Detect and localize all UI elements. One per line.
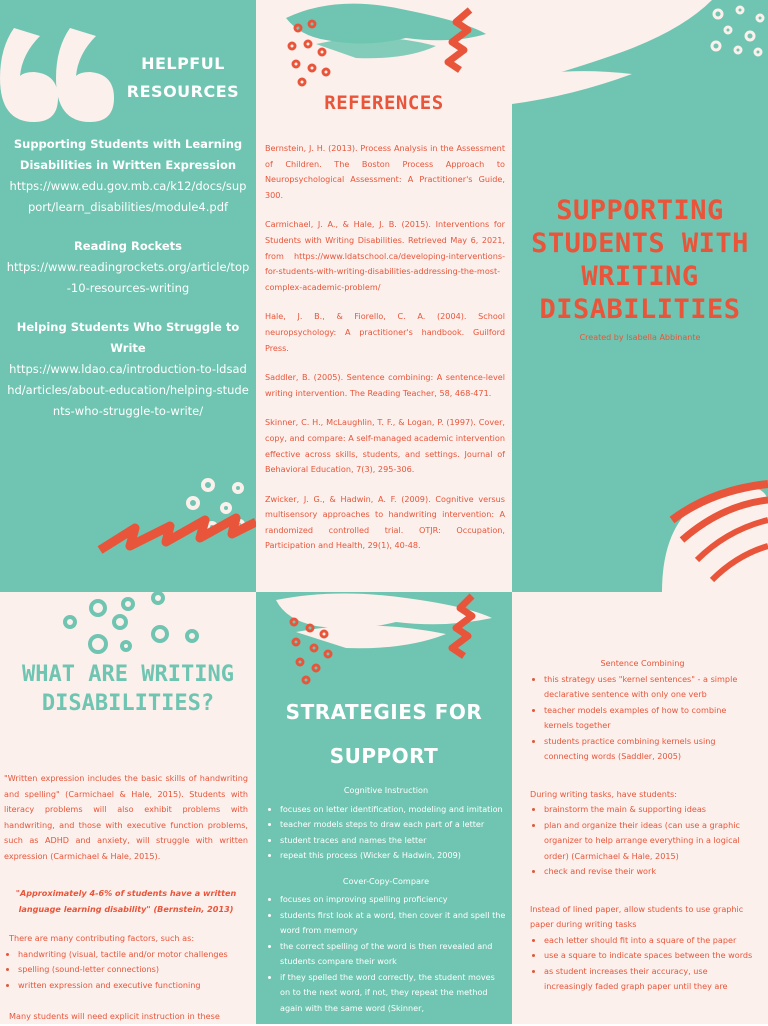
cover-copy-compare-heading: Cover-Copy-Compare xyxy=(342,875,430,886)
list-item: • use a square to indicate spaces between the words xyxy=(544,948,755,964)
reference-item: Bernstein, J. H. (2013). Process Analysis in the Assessment of Children. The Boston Process Approach to Neuropsychological Assessment: A Practitioner's Guide, 300. xyxy=(265,143,505,200)
list-item: • each letter should fit into a square of the paper xyxy=(544,933,755,949)
reference-item: Zwicker, J. G., & Hadwin, A. F. (2009). Cognitive versus multisensory approaches to handwriting intervention: A randomized controlled trial. OTJR: Occupation, Participation and Health, 29(1), 40-48. xyxy=(265,493,505,551)
resource-link[interactable]: https://www.edu.gov.mb.ca/k12/docs/support/learn_disabilities/module4.pdf xyxy=(9,179,247,214)
references-list xyxy=(265,141,505,568)
cover-title xyxy=(520,194,760,326)
resource-link[interactable]: https://www.ldao.ca/introduction-to-ldsadhd/articles/about-education/helping-students-who-struggle-to-write/ xyxy=(7,362,249,418)
resource-link[interactable]: https://www.readingrockets.org/article/top-10-resources-writing xyxy=(6,260,250,295)
reference-item: Carmichael, J. A., & Hale, J. B. (2015). Interventions for Students with Writing Disabilities. Retrieved May 6, 2021, from https://www.ldatschool.ca/developing-interventions-for-students-with-writing-disabilities-addressing-the-most-complex-academic-problem/ xyxy=(265,219,505,292)
what-more-text: Many students will need explicit instruction in these xyxy=(9,1011,220,1021)
list-item: • focuses on improving spelling proficiency xyxy=(280,892,506,908)
helpful-resources-panel xyxy=(0,0,256,592)
list-item: • brainstorm the main & supporting ideas xyxy=(544,802,755,818)
list-item: • the correct spelling of the word is then revealed and students compare their work xyxy=(280,939,506,970)
what-title-line1: WHAT ARE WRITING xyxy=(22,662,234,687)
cover-title-line: STUDENTS WITH xyxy=(531,228,749,259)
sentence-combining-list xyxy=(530,672,755,765)
reference-item: Hale, J. B., & Fiorello, C. A. (2004). School neuropsychology: A practitioner's handbook. Guilford Press. xyxy=(265,311,505,353)
list-item: • spelling (sound-letter connections) xyxy=(18,962,248,978)
resources-title-line2: RESOURCES xyxy=(126,82,240,101)
list-item: • this strategy uses "kernel sentences" - a simple declarative sentence with only one verb xyxy=(544,672,755,703)
list-item: • students first look at a word, then cover it and spell the word from memory xyxy=(280,908,506,939)
strategies-title-line1: STRATEGIES FOR xyxy=(285,700,483,724)
cover-copy-compare-list xyxy=(266,892,506,1016)
list-item: • student traces and names the letter xyxy=(280,833,506,849)
sentence-combining-heading: Sentence Combining xyxy=(600,658,685,668)
resources-list xyxy=(6,134,250,440)
resource-name: Helping Students Who Struggle to Write xyxy=(16,320,240,355)
statistic-quote: "Approximately 4-6% of students have a written language learning disability" (Bernstein, 2013) xyxy=(15,888,237,914)
reference-item: Skinner, C. H., McLaughlin, T. F., & Logan, P. (1997). Cover, copy, and compare: A self-managed academic intervention effective across skills, students, and settings. Journal of Behavioral Education, 7(3), 295-306. xyxy=(265,417,505,475)
list-item: • plan and organize their ideas (can use a graphic organizer to help arrange everything in a logical order) (Carmichael & Hale, 2015) xyxy=(544,818,755,865)
more-strategies-body xyxy=(530,656,755,1009)
cover-title-line: SUPPORTING xyxy=(556,195,724,226)
what-title xyxy=(4,660,252,718)
list-item: • check and revise their work xyxy=(544,864,755,880)
list-item: • teacher models steps to draw each part of a letter xyxy=(280,817,506,833)
list-item: • repeat this process (Wicker & Hadwin, 2009) xyxy=(280,848,506,864)
resource-name: Supporting Students with Learning Disabilities in Written Expression xyxy=(13,137,243,172)
cover-title-line: WRITING xyxy=(581,261,699,292)
list-item: • focuses on letter identification, modeling and imitation xyxy=(280,802,506,818)
reference-item: Saddler, B. (2005). Sentence combining: A sentence-level writing intervention. The Reading Teacher, 58, 468-471. xyxy=(265,372,505,398)
what-intro: "Written expression includes the basic skills of handwriting and spelling" (Carmichael & Hale, 2015). Students with literacy problems will also exhibit problems with handwriting, and those with executive function problems, such as ADHD and anxiety, will struggle with written expression (Carmichael & Hale, 2015). xyxy=(4,773,248,861)
references-title: REFERENCES xyxy=(324,92,444,114)
factors-list xyxy=(4,947,248,994)
resources-title-line1: HELPFUL xyxy=(141,54,225,73)
graph-paper-intro: Instead of lined paper, allow students to use graphic paper during writing tasks xyxy=(530,903,744,929)
list-item: • students practice combining kernels using connecting words (Saddler, 2005) xyxy=(544,734,755,765)
list-item: • teacher models examples of how to combine kernels together xyxy=(544,703,755,734)
cognitive-instruction-list xyxy=(266,802,506,864)
list-item: • handwriting (visual, tactile and/or motor challenges xyxy=(18,947,248,963)
graph-paper-list xyxy=(530,933,755,995)
strategies-title-line2: SUPPORT xyxy=(329,744,439,768)
strategies-title xyxy=(262,690,506,778)
resource-item xyxy=(6,236,250,299)
cognitive-instruction-heading: Cognitive Instruction xyxy=(343,785,429,795)
resource-item xyxy=(6,134,250,218)
list-item: • written expression and executive functioning xyxy=(18,978,248,994)
resource-name: Reading Rockets xyxy=(73,239,183,253)
writing-tasks-intro: During writing tasks, have students: xyxy=(530,788,677,799)
cover-title-line: DISABILITIES xyxy=(539,294,741,325)
list-item: • if they spelled the word correctly, the student moves on to the next word, if not, they repeat the method again with the same word (Skinner, xyxy=(280,970,506,1017)
what-title-line2: DISABILITIES? xyxy=(41,691,215,716)
factors-intro: There are many contributing factors, such as: xyxy=(9,933,195,943)
resources-title xyxy=(118,50,248,106)
strategies-body xyxy=(266,783,506,1026)
cover-author: Created by Isabella Abbinante xyxy=(579,333,701,342)
what-body xyxy=(4,771,248,1025)
writing-tasks-list xyxy=(530,802,755,880)
resource-item xyxy=(6,317,250,422)
list-item: • as student increases their accuracy, use increasingly faded graph paper until they are xyxy=(544,964,755,995)
